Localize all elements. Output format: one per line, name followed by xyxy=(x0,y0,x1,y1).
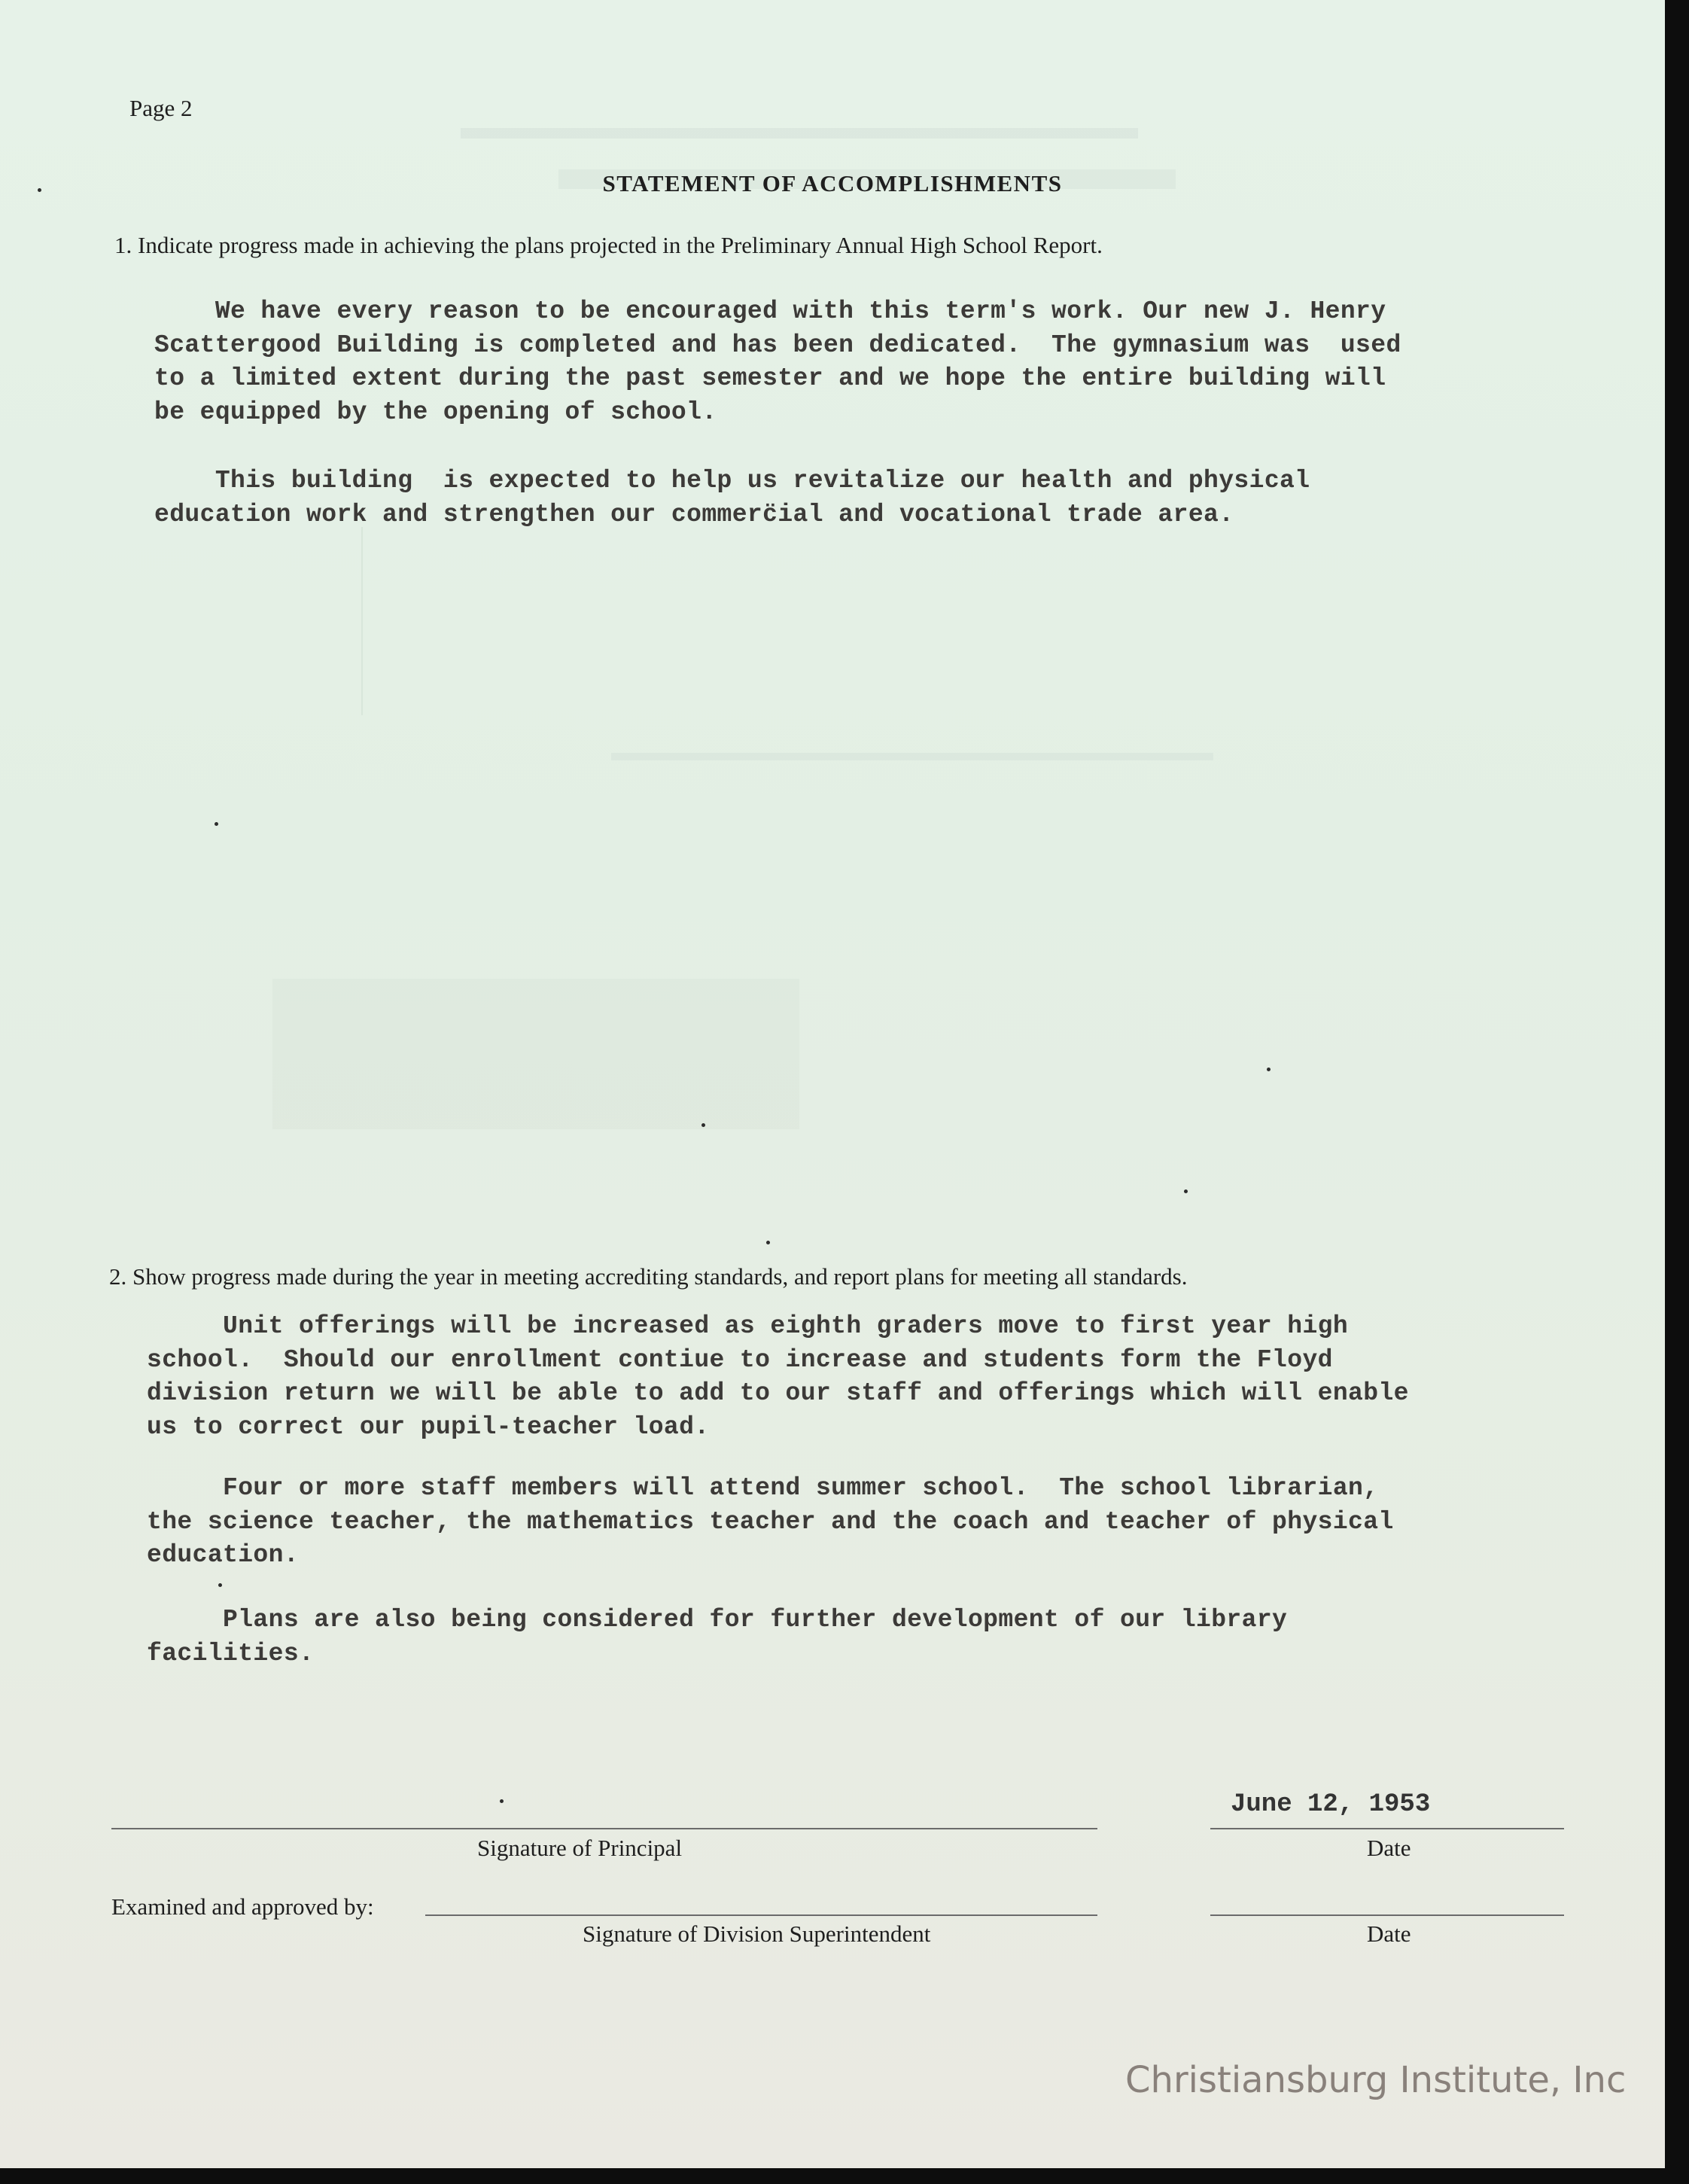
speck xyxy=(766,1241,770,1244)
examined-label: Examined and approved by: xyxy=(111,1893,374,1920)
speck xyxy=(38,188,41,192)
answer-2-paragraph-3: Plans are also being considered for further development of our library facilities. xyxy=(147,1606,1288,1668)
principal-signature-line[interactable] xyxy=(111,1828,1097,1829)
answer-2-paragraph-2: Four or more staff members will attend summer school. The school librarian, the science teacher, the mathematics teacher and the coach and teacher of physical education. xyxy=(147,1474,1394,1569)
speck xyxy=(701,1123,705,1127)
date-label-2: Date xyxy=(1367,1921,1411,1947)
answer-1-paragraph-2: This building is expected to help us revitalize our health and physical education work and strengthen our commerc̈ial and vocational trade area. xyxy=(154,467,1310,528)
answer-1-paragraph-1: We have every reason to be encouraged with this term's work. Our new J. Henry Scattergood Building is completed and has been dedicated. The gymnasium was used to a limited extent during the past semester and we hope the entire building will be equipped by the opening of school. xyxy=(154,297,1401,426)
page-label: Page 2 xyxy=(129,95,193,121)
question-1: 1. Indicate progress made in achieving the plans projected in the Preliminary Annual High School Report. xyxy=(114,232,1103,258)
superintendent-signature-label: Signature of Division Superintendent xyxy=(583,1921,931,1947)
speck xyxy=(1267,1068,1271,1071)
date-line-2[interactable] xyxy=(1210,1914,1564,1916)
date-line-1[interactable] xyxy=(1210,1828,1564,1829)
principal-signature-label: Signature of Principal xyxy=(477,1835,683,1861)
superintendent-signature-line[interactable] xyxy=(425,1914,1097,1916)
speck xyxy=(218,1583,222,1587)
speck xyxy=(1184,1189,1188,1193)
date-value: June 12, 1953 xyxy=(1231,1790,1431,1819)
speck xyxy=(215,822,218,826)
speck xyxy=(500,1799,504,1803)
section-heading: STATEMENT OF ACCOMPLISHMENTS xyxy=(602,170,1063,196)
watermark: Christiansburg Institute, Inc xyxy=(1125,2059,1627,2101)
question-2: 2. Show progress made during the year in meeting accrediting standards, and report plans for meeting all standards. xyxy=(109,1263,1188,1290)
date-label-1: Date xyxy=(1367,1835,1411,1861)
answer-2-paragraph-1: Unit offerings will be increased as eighth graders move to first year high school. Should our enrollment contiue to increase and students form the Floyd division return we will be able to add to our staff and offerings which will enable us to correct our pupil-teacher load. xyxy=(147,1312,1409,1441)
